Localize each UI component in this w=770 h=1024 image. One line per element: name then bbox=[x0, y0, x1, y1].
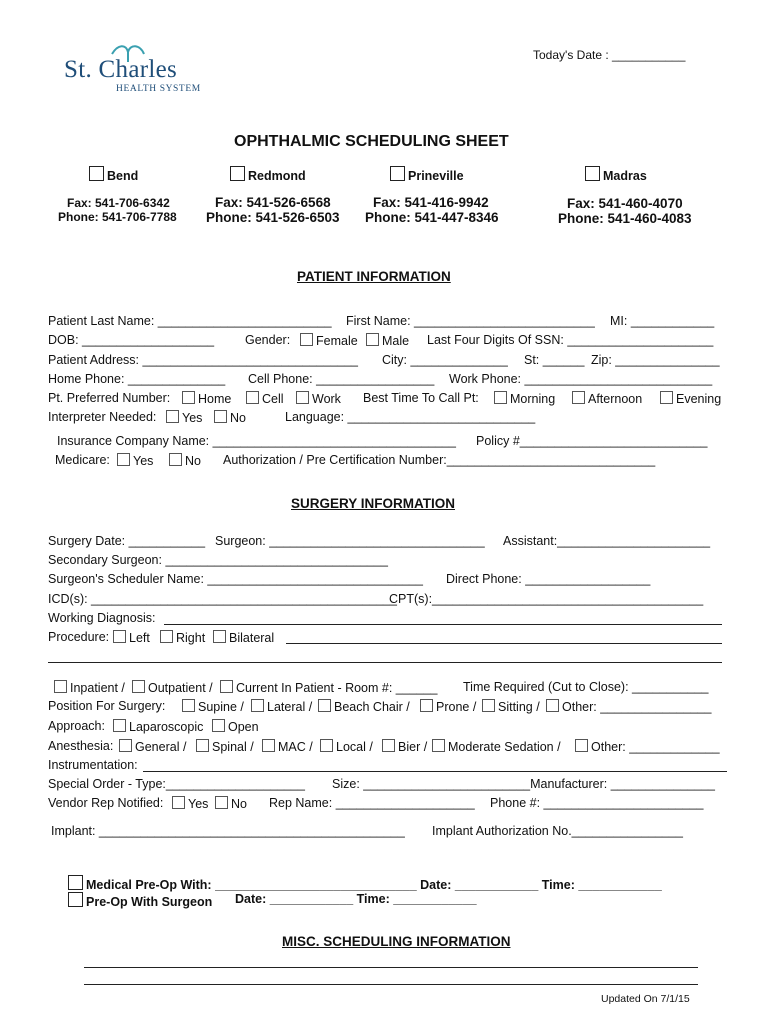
assistant[interactable]: Assistant:______________________ bbox=[503, 534, 711, 548]
surgery-date[interactable]: Surgery Date: ___________ bbox=[48, 534, 206, 548]
checkbox[interactable] bbox=[113, 630, 126, 643]
madras-phone: Phone: 541-460-4083 bbox=[558, 211, 692, 226]
current-inpatient[interactable]: Current In Patient - Room #: ______ bbox=[220, 680, 438, 695]
procedure-right[interactable]: Right bbox=[160, 630, 205, 645]
best-time-label: Best Time To Call Pt: bbox=[363, 391, 479, 405]
checkbox[interactable] bbox=[119, 739, 132, 752]
checkbox[interactable] bbox=[182, 391, 195, 404]
secondary-surgeon[interactable]: Secondary Surgeon: ________________________________ bbox=[48, 553, 388, 567]
policy-number[interactable]: Policy #___________________________ bbox=[476, 434, 708, 448]
logo-subtitle: HEALTH SYSTEM bbox=[116, 84, 201, 94]
checkbox[interactable] bbox=[585, 166, 600, 181]
rep-name[interactable]: Rep Name: ____________________ bbox=[269, 796, 475, 810]
checkbox[interactable] bbox=[214, 410, 227, 423]
procedure-bilateral[interactable]: Bilateral bbox=[213, 630, 274, 645]
footer-updated: Updated On 7/1/15 bbox=[601, 993, 690, 1005]
bend-phone: Phone: 541-706-7788 bbox=[58, 210, 177, 224]
checkbox[interactable] bbox=[318, 699, 331, 712]
anesthesia-other[interactable]: Other: _____________ bbox=[575, 739, 720, 754]
working-diagnosis-line[interactable] bbox=[164, 624, 722, 625]
anesthesia-label: Anesthesia: bbox=[48, 739, 114, 753]
checkbox[interactable] bbox=[262, 739, 275, 752]
prineville-fax: Fax: 541-416-9942 bbox=[373, 195, 489, 210]
checkbox[interactable] bbox=[660, 391, 673, 404]
time-afternoon[interactable]: Afternoon bbox=[572, 391, 642, 406]
work-phone[interactable]: Work Phone: ___________________________ bbox=[449, 372, 713, 386]
misc-line-1[interactable] bbox=[84, 967, 698, 968]
location-bend[interactable]: Bend bbox=[89, 166, 138, 183]
checkbox[interactable] bbox=[300, 333, 313, 346]
location-prineville[interactable]: Prineville bbox=[390, 166, 464, 183]
checkbox[interactable] bbox=[54, 680, 67, 693]
checkbox[interactable] bbox=[113, 719, 126, 732]
todays-date[interactable]: Today's Date : ___________ bbox=[533, 48, 686, 62]
first-name[interactable]: First Name: __________________________ bbox=[346, 314, 595, 328]
vendor-yes[interactable]: Yes bbox=[172, 796, 208, 811]
madras-fax: Fax: 541-460-4070 bbox=[567, 196, 683, 211]
checkbox[interactable] bbox=[230, 166, 245, 181]
position-label: Position For Surgery: bbox=[48, 699, 166, 713]
approach-label: Approach: bbox=[48, 719, 105, 733]
location-madras[interactable]: Madras bbox=[585, 166, 647, 183]
position-other[interactable]: Other: ________________ bbox=[546, 699, 711, 714]
approach-laparoscopic[interactable]: Laparoscopic bbox=[113, 719, 203, 734]
time-required[interactable]: Time Required (Cut to Close): ___________ bbox=[463, 680, 709, 694]
checkbox[interactable] bbox=[546, 699, 559, 712]
position-sitting[interactable]: Sitting / bbox=[482, 699, 540, 714]
checkbox[interactable] bbox=[132, 680, 145, 693]
misc-heading: MISC. SCHEDULING INFORMATION bbox=[282, 934, 511, 949]
working-diagnosis-label: Working Diagnosis: bbox=[48, 611, 156, 625]
mi[interactable]: MI: ____________ bbox=[610, 314, 715, 328]
checkbox[interactable] bbox=[572, 391, 585, 404]
surgery-heading: SURGERY INFORMATION bbox=[291, 496, 456, 511]
interpreter-label: Interpreter Needed: bbox=[48, 410, 157, 424]
prineville-phone: Phone: 541-447-8346 bbox=[365, 210, 499, 225]
authorization-number[interactable]: Authorization / Pre Certification Number:______________________________ bbox=[223, 453, 656, 467]
zip[interactable]: Zip: _______________ bbox=[591, 353, 720, 367]
checkbox[interactable] bbox=[212, 719, 225, 732]
scheduler-name[interactable]: Surgeon's Scheduler Name: _______________________________ bbox=[48, 572, 423, 586]
checkbox[interactable] bbox=[68, 875, 83, 890]
logo bbox=[64, 44, 204, 94]
cell-phone[interactable]: Cell Phone: _________________ bbox=[248, 372, 435, 386]
anesthesia-spinal[interactable]: Spinal / bbox=[196, 739, 254, 754]
preop-surgeon[interactable]: Pre-Op With Surgeon bbox=[68, 892, 212, 909]
time-evening[interactable]: Evening bbox=[660, 391, 721, 406]
preferred-home[interactable]: Home bbox=[182, 391, 231, 406]
direct-phone[interactable]: Direct Phone: __________________ bbox=[446, 572, 651, 586]
preferred-cell[interactable]: Cell bbox=[246, 391, 284, 406]
implant-authorization[interactable]: Implant Authorization No.________________ bbox=[432, 824, 683, 838]
anesthesia-mac[interactable]: MAC / bbox=[262, 739, 313, 754]
rep-phone[interactable]: Phone #: _______________________ bbox=[490, 796, 704, 810]
interpreter-yes[interactable]: Yes bbox=[166, 410, 202, 425]
checkbox[interactable] bbox=[390, 166, 405, 181]
patient-last-name[interactable]: Patient Last Name: _________________________ bbox=[48, 314, 332, 328]
special-order[interactable]: Special Order - Type:____________________ bbox=[48, 777, 305, 791]
location-redmond[interactable]: Redmond bbox=[230, 166, 306, 183]
ssn[interactable]: Last Four Digits Of SSN: _____________________ bbox=[427, 333, 714, 347]
anesthesia-general[interactable]: General / bbox=[119, 739, 186, 754]
checkbox[interactable] bbox=[166, 410, 179, 423]
instrumentation-line[interactable] bbox=[143, 771, 727, 772]
checkbox[interactable] bbox=[213, 630, 226, 643]
anesthesia-bier[interactable]: Bier / bbox=[382, 739, 427, 754]
checkbox[interactable] bbox=[494, 391, 507, 404]
gender-female[interactable]: Female bbox=[300, 333, 358, 348]
checkbox[interactable] bbox=[420, 699, 433, 712]
checkbox[interactable] bbox=[482, 699, 495, 712]
checkbox[interactable] bbox=[172, 796, 185, 809]
checkbox[interactable] bbox=[382, 739, 395, 752]
time-morning[interactable]: Morning bbox=[494, 391, 555, 406]
instrumentation-label: Instrumentation: bbox=[48, 758, 138, 772]
size-manufacturer[interactable]: Size: ________________________Manufacturer: _______________ bbox=[332, 777, 715, 791]
city[interactable]: City: ______________ bbox=[382, 353, 508, 367]
procedure-left[interactable]: Left bbox=[113, 630, 150, 645]
checkbox[interactable] bbox=[117, 453, 130, 466]
surgeon[interactable]: Surgeon: _______________________________ bbox=[215, 534, 485, 548]
procedure-line[interactable] bbox=[286, 643, 722, 644]
position-supine[interactable]: Supine / bbox=[182, 699, 244, 714]
outpatient[interactable]: Outpatient / bbox=[132, 680, 213, 695]
checkbox[interactable] bbox=[246, 391, 259, 404]
approach-open[interactable]: Open bbox=[212, 719, 259, 734]
medicare-no[interactable]: No bbox=[169, 453, 201, 468]
state[interactable]: St: ______ bbox=[524, 353, 585, 367]
gender-label: Gender: bbox=[245, 333, 291, 347]
preferred-work[interactable]: Work bbox=[296, 391, 341, 406]
insurance-company[interactable]: Insurance Company Name: ___________________________________ bbox=[57, 434, 456, 448]
interpreter-no[interactable]: No bbox=[214, 410, 246, 425]
checkbox[interactable] bbox=[89, 166, 104, 181]
medicare-yes[interactable]: Yes bbox=[117, 453, 153, 468]
position-prone[interactable]: Prone / bbox=[420, 699, 476, 714]
anesthesia-local[interactable]: Local / bbox=[320, 739, 373, 754]
preferred-number-label: Pt. Preferred Number: bbox=[48, 391, 171, 405]
position-beach-chair[interactable]: Beach Chair / bbox=[318, 699, 410, 714]
inpatient[interactable]: Inpatient / bbox=[54, 680, 125, 695]
preop-surgeon-date[interactable]: Date: ____________ Time: ____________ bbox=[235, 892, 477, 906]
checkbox[interactable] bbox=[575, 739, 588, 752]
position-lateral[interactable]: Lateral / bbox=[251, 699, 312, 714]
redmond-phone: Phone: 541-526-6503 bbox=[206, 210, 340, 225]
medical-preop[interactable]: Medical Pre-Op With: _____________________________ Date: ____________ Time: ____________ bbox=[68, 875, 662, 892]
patient-heading: PATIENT INFORMATION bbox=[297, 269, 451, 284]
checkbox[interactable] bbox=[182, 699, 195, 712]
gender-male[interactable]: Male bbox=[366, 333, 409, 348]
checkbox[interactable] bbox=[68, 892, 83, 907]
icd[interactable]: ICD(s): ____________________________________________ bbox=[48, 592, 397, 606]
checkbox[interactable] bbox=[320, 739, 333, 752]
vendor-rep-label: Vendor Rep Notified: bbox=[48, 796, 164, 810]
anesthesia-moderate[interactable]: Moderate Sedation / bbox=[432, 739, 561, 754]
logo-name: St. Charles bbox=[64, 56, 178, 83]
bend-fax: Fax: 541-706-6342 bbox=[67, 196, 170, 210]
checkbox[interactable] bbox=[196, 739, 209, 752]
checkbox[interactable] bbox=[366, 333, 379, 346]
implant[interactable]: Implant: ____________________________________________ bbox=[51, 824, 405, 838]
checkbox[interactable] bbox=[220, 680, 233, 693]
misc-line-2[interactable] bbox=[84, 984, 698, 985]
procedure-label: Procedure: bbox=[48, 630, 110, 644]
checkbox[interactable] bbox=[251, 699, 264, 712]
checkbox[interactable] bbox=[296, 391, 309, 404]
home-phone[interactable]: Home Phone: ______________ bbox=[48, 372, 226, 386]
checkbox[interactable] bbox=[432, 739, 445, 752]
vendor-no[interactable]: No bbox=[215, 796, 247, 811]
language[interactable]: Language: ___________________________ bbox=[285, 410, 536, 424]
cpt[interactable]: CPT(s):_______________________________________ bbox=[389, 592, 704, 606]
procedure-line-2[interactable] bbox=[48, 662, 722, 663]
redmond-fax: Fax: 541-526-6568 bbox=[215, 195, 331, 210]
dob[interactable]: DOB: ___________________ bbox=[48, 333, 215, 347]
medicare-label: Medicare: bbox=[55, 453, 110, 467]
checkbox[interactable] bbox=[215, 796, 228, 809]
checkbox[interactable] bbox=[169, 453, 182, 466]
patient-address[interactable]: Patient Address: _______________________________ bbox=[48, 353, 359, 367]
page-title: OPHTHALMIC SCHEDULING SHEET bbox=[234, 133, 509, 150]
checkbox[interactable] bbox=[160, 630, 173, 643]
